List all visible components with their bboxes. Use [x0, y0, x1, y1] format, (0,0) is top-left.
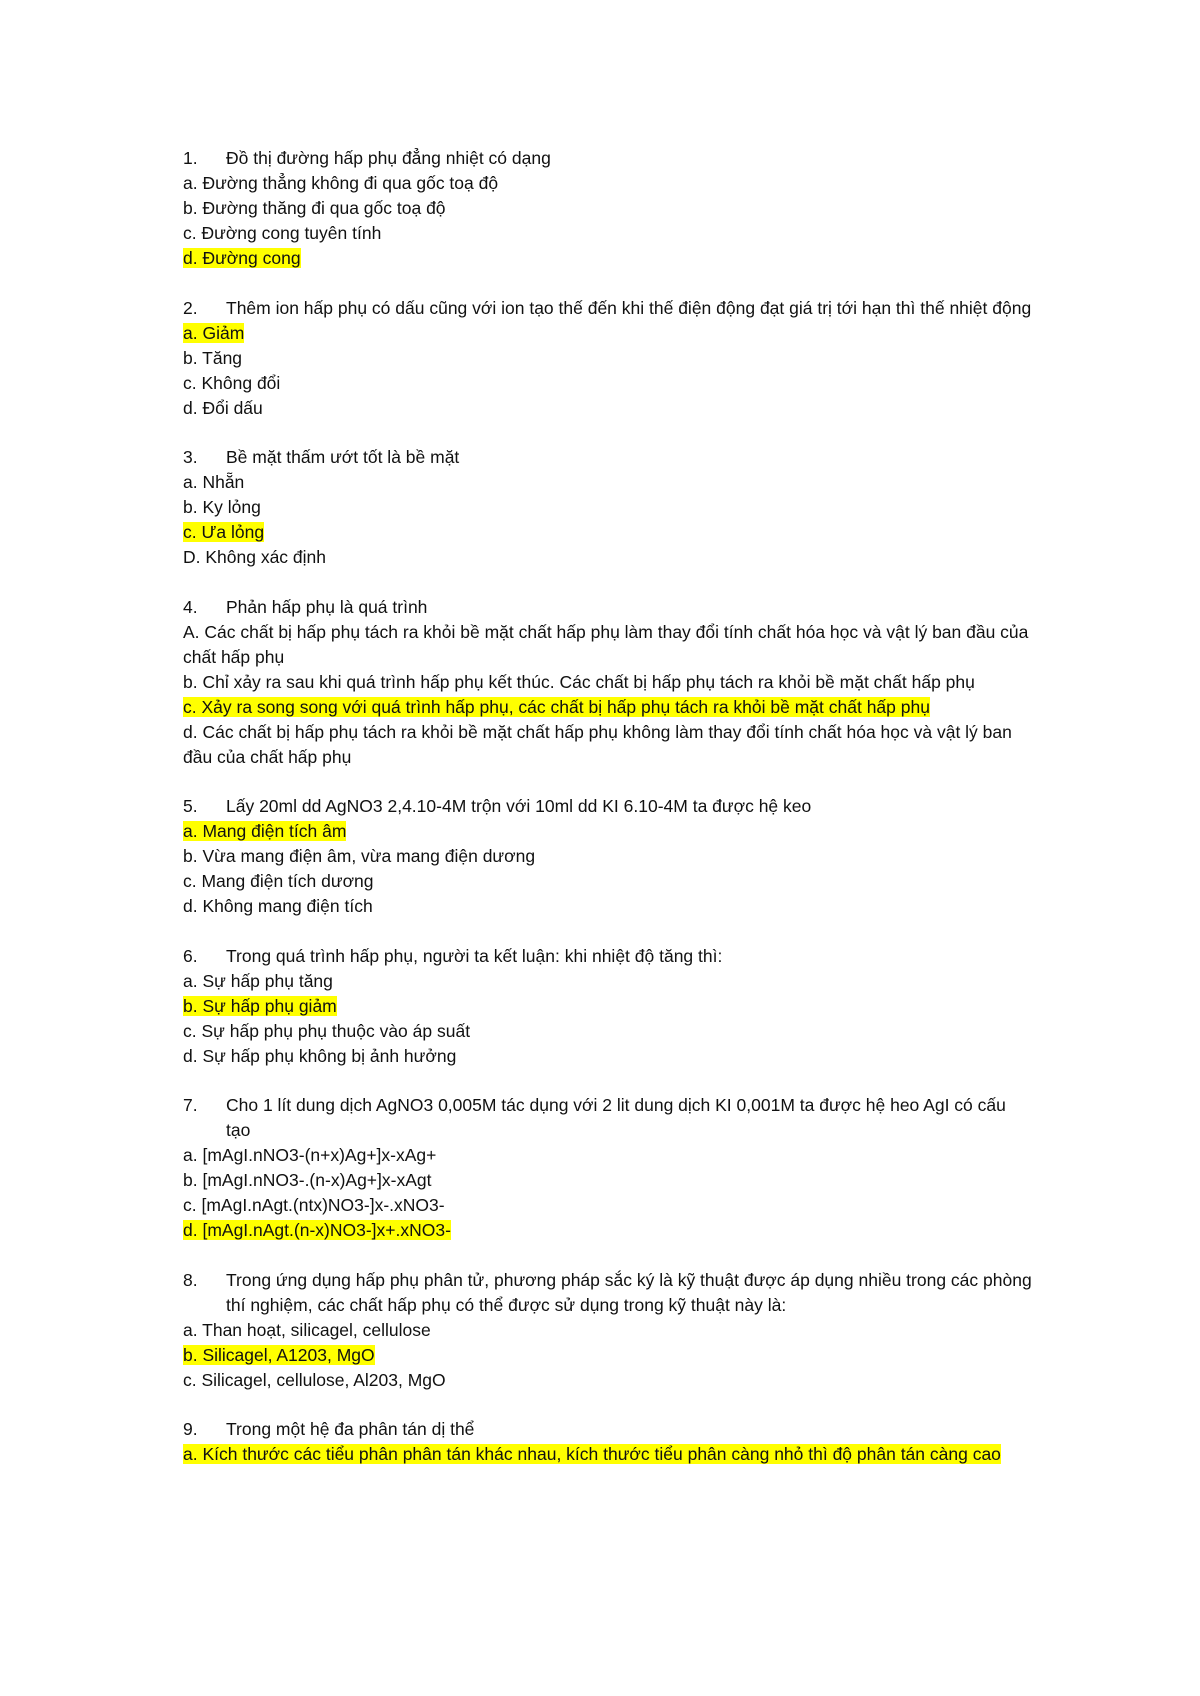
answer-option: c. Mang điện tích dương: [183, 871, 374, 891]
question-9: [183, 1417, 1033, 1467]
answer-option: d. Sự hấp phụ không bị ảnh hưởng: [183, 1045, 457, 1066]
answer-highlight: d. Đường cong: [183, 248, 301, 268]
answer-option: a. Nhẵn: [183, 472, 245, 492]
question-5: [183, 794, 1033, 919]
answer-option: d. Không mang điện tích: [183, 896, 373, 916]
question-stem: [183, 445, 1033, 470]
answer-highlight: c. Ưa lỏng: [183, 522, 265, 542]
question-number: 9.: [183, 1419, 198, 1439]
answer-highlight: b. Sự hấp phụ giảm: [183, 995, 337, 1016]
question-text: Đồ thị đường hấp phụ đẳng nhiệt có dạng: [226, 148, 551, 168]
answer-option: a. [mAgI.nNO3-(n+x)Ag+]x-xAg+: [183, 1145, 437, 1165]
question-number: 8.: [183, 1269, 198, 1290]
answer-option: c. Silicagel, cellulose, Al203, MgO: [183, 1369, 446, 1390]
question-text: Cho 1 lít dung dịch AgNO3 0,005M tác dụng với 2 lit dung dịch KI 0,001M ta được hệ heo AgI có cấu tạo: [226, 1095, 1006, 1140]
answer-option: c. Sự hấp phụ phụ thuộc vào áp suất: [183, 1020, 471, 1041]
answer-option: c. Không đổi: [183, 372, 281, 393]
answer-option-correct: [183, 520, 1033, 545]
question-1: [183, 146, 1033, 271]
question-number: 4.: [183, 596, 198, 617]
answer-option-correct: [183, 819, 1033, 844]
answer-option: A. Các chất bị hấp phụ tách ra khỏi bề mặt chất hấp phụ làm thay đổi tính chất hóa học và vật lý ban đầu của chất hấp phụ: [183, 621, 1029, 667]
answer-option-correct: [183, 1343, 1033, 1368]
question-number: 5.: [183, 796, 198, 816]
question-text: Trong một hệ đa phân tán dị thể: [226, 1419, 475, 1439]
document-body: [183, 146, 1033, 1492]
question-stem: [183, 944, 1033, 969]
answer-option: c. Đường cong tuyên tính: [183, 223, 382, 243]
question-stem: [183, 296, 1033, 321]
question-text: Thêm ion hấp phụ có dấu cũng với ion tạo thế đến khi thế điện động đạt giá trị tới hạn thì thế nhiệt động: [226, 297, 1032, 318]
question-text: Trong ứng dụng hấp phụ phân tử, phương pháp sắc ký là kỹ thuật được áp dụng nhiều trong các phòng thí nghiệm, các chất hấp phụ có thể được sử dụng trong kỹ thuật này là:: [226, 1269, 1032, 1315]
question-stem: [183, 1268, 1033, 1318]
question-stem: [183, 146, 1033, 171]
question-number: 1.: [183, 148, 198, 168]
question-6: [183, 944, 1033, 1069]
question-8: [183, 1268, 1033, 1393]
answer-option: c. [mAgI.nAgt.(ntx)NO3-]x-.xNO3-: [183, 1195, 445, 1215]
answer-option: b. Ky lỏng: [183, 497, 261, 517]
answer-highlight: a. Giảm: [183, 322, 245, 343]
answer-option-correct: [183, 1442, 1033, 1467]
answer-option: b. [mAgI.nNO3-.(n-x)Ag+]x-xAgt: [183, 1170, 432, 1190]
question-text: Lấy 20ml dd AgNO3 2,4.10-4M trộn với 10ml dd KI 6.10-4M ta được hệ keo: [226, 796, 812, 816]
answer-option: d. Các chất bị hấp phụ tách ra khỏi bề mặt chất hấp phụ không làm thay đổi tính chất hóa học và vật lý ban đầu của chất hấp phụ: [183, 721, 1012, 767]
answer-option: b. Đường thăng đi qua gốc toạ độ: [183, 198, 446, 218]
question-number: 2.: [183, 297, 198, 318]
answer-option: b. Vừa mang điện âm, vừa mang điện dương: [183, 846, 536, 866]
question-stem: [183, 1417, 1033, 1442]
answer-highlight: b. Silicagel, A1203, MgO: [183, 1344, 375, 1365]
question-number: 3.: [183, 447, 198, 467]
answer-option-correct: [183, 246, 1033, 271]
answer-option-correct: [183, 994, 1033, 1019]
question-4: [183, 595, 1033, 770]
question-stem: [183, 1093, 1033, 1143]
answer-option: a. Đường thẳng không đi qua gốc toạ độ: [183, 173, 499, 193]
question-text: Bề mặt thấm ướt tốt là bề mặt: [226, 447, 460, 467]
answer-option: b. Tăng: [183, 347, 243, 368]
answer-highlight: a. Kích thước các tiểu phân phân tán khác nhau, kích thước tiểu phân càng nhỏ thì độ phân tán càng cao: [183, 1444, 1001, 1464]
question-text: Phản hấp phụ là quá trình: [226, 596, 428, 617]
answer-option: a. Than hoạt, silicagel, cellulose: [183, 1319, 431, 1340]
answer-option: d. Đổi dấu: [183, 397, 263, 418]
question-number: 6.: [183, 945, 198, 966]
answer-option-correct: [183, 1218, 1033, 1243]
question-number: 7.: [183, 1095, 198, 1115]
answer-option-correct: [183, 321, 1033, 346]
answer-highlight: d. [mAgI.nAgt.(n-x)NO3-]x+.xNO3-: [183, 1220, 451, 1240]
question-2: [183, 296, 1033, 421]
answer-highlight: a. Mang điện tích âm: [183, 821, 347, 841]
answer-highlight: c. Xảy ra song song với quá trình hấp phụ, các chất bị hấp phụ tách ra khỏi bề mặt chất hấp phụ: [183, 696, 930, 717]
answer-option: b. Chỉ xảy ra sau khi quá trình hấp phụ kết thúc. Các chất bị hấp phụ tách ra khỏi bề mặt chất hấp phụ: [183, 671, 975, 692]
question-stem: [183, 595, 1033, 620]
question-text: Trong quá trình hấp phụ, người ta kết luận: khi nhiệt độ tăng thì:: [226, 945, 723, 966]
question-3: [183, 445, 1033, 570]
question-stem: [183, 794, 1033, 819]
answer-option: a. Sự hấp phụ tăng: [183, 970, 333, 991]
question-7: [183, 1093, 1033, 1243]
answer-option: D. Không xác định: [183, 547, 327, 567]
answer-option-correct: [183, 695, 1033, 720]
